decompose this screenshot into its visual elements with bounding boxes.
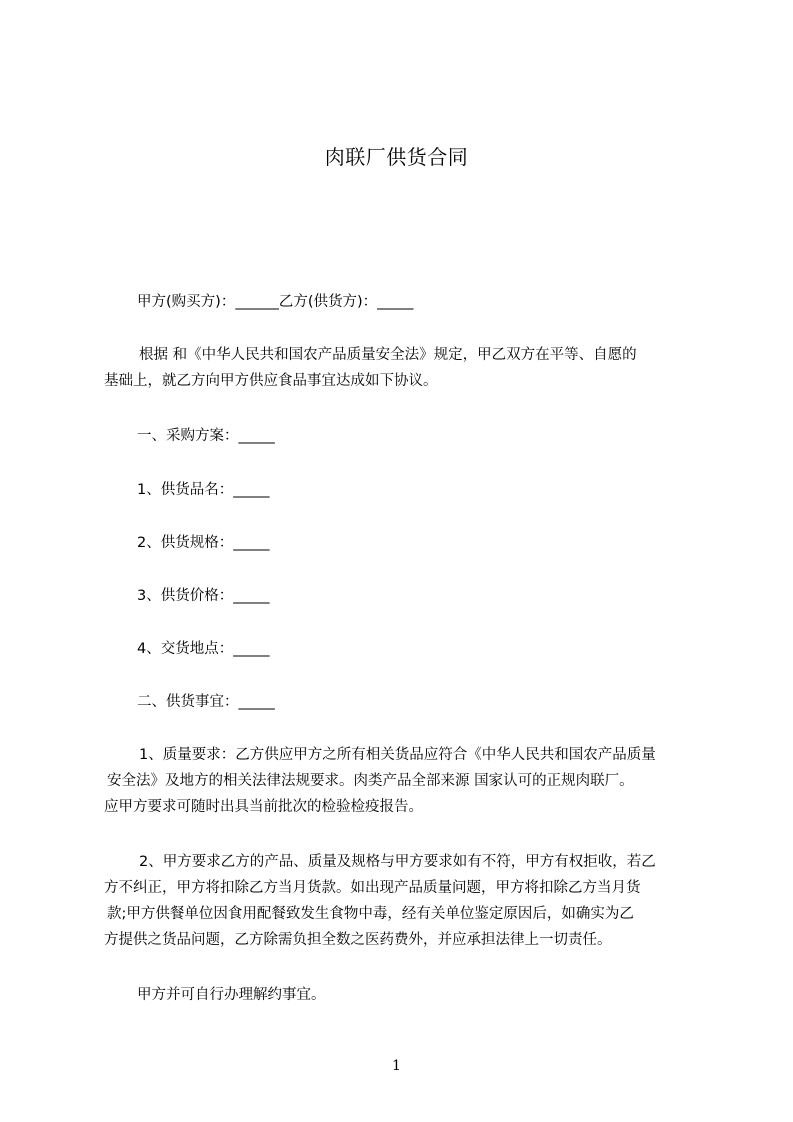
section-1-heading: 一、采购方案：_____ (137, 428, 275, 444)
item-product-spec: 2、供货规格：_____ (137, 535, 270, 551)
section-2-heading: 二、供货事宜：_____ (137, 694, 275, 710)
clause-2-line-1: 2、甲方要求乙方的产品、质量及规格与甲方要求如有不符，甲方有权拒收，若乙 (139, 854, 656, 870)
clause-2-line-2: 方不纠正，甲方将扣除乙方当月货款。如出现产品质量问题，甲方将扣除乙方当月货 (104, 880, 641, 896)
page-number: 1 (392, 1058, 401, 1074)
item-product-price: 3、供货价格：_____ (137, 588, 270, 604)
item-product-name: 1、供货品名：_____ (137, 482, 270, 498)
document-title: 肉联厂供货合同 (324, 145, 469, 169)
intro-paragraph-line-2: 基础上，就乙方向甲方供应食品事宜达成如下协议。 (104, 373, 438, 389)
clause-1-line-2: 安全法》及地方的相关法律法规要求。肉类产品全部来源 国家认可的正规肉联厂。 (107, 773, 634, 789)
termination-note: 甲方并可自行办理解约事宜。 (137, 987, 326, 1003)
clause-1-line-1: 1、质量要求：乙方供应甲方之所有相关货品应符合《中华人民共和国农产品质量 (139, 747, 656, 763)
clause-2-line-4: 方提供之货品问题，乙方除需负担全数之医药费外，并应承担法律上一切责任。 (104, 932, 612, 948)
intro-paragraph-line-1: 根据 和《中华人民共和国农产品质量安全法》规定，甲乙双方在平等、自愿的 (139, 347, 637, 363)
item-delivery-location: 4、交货地点：_____ (137, 641, 270, 657)
clause-2-line-3: 款;甲方供餐单位因食用配餐致发生食物中毒，经有关单位鉴定原因后，如确实为乙 (107, 906, 634, 922)
parties-line: 甲方(购买方)：______乙方(供货方)：_____ (137, 294, 414, 310)
clause-1-line-3: 应甲方要求可随时出具当前批次的检验检疫报告。 (104, 799, 423, 815)
